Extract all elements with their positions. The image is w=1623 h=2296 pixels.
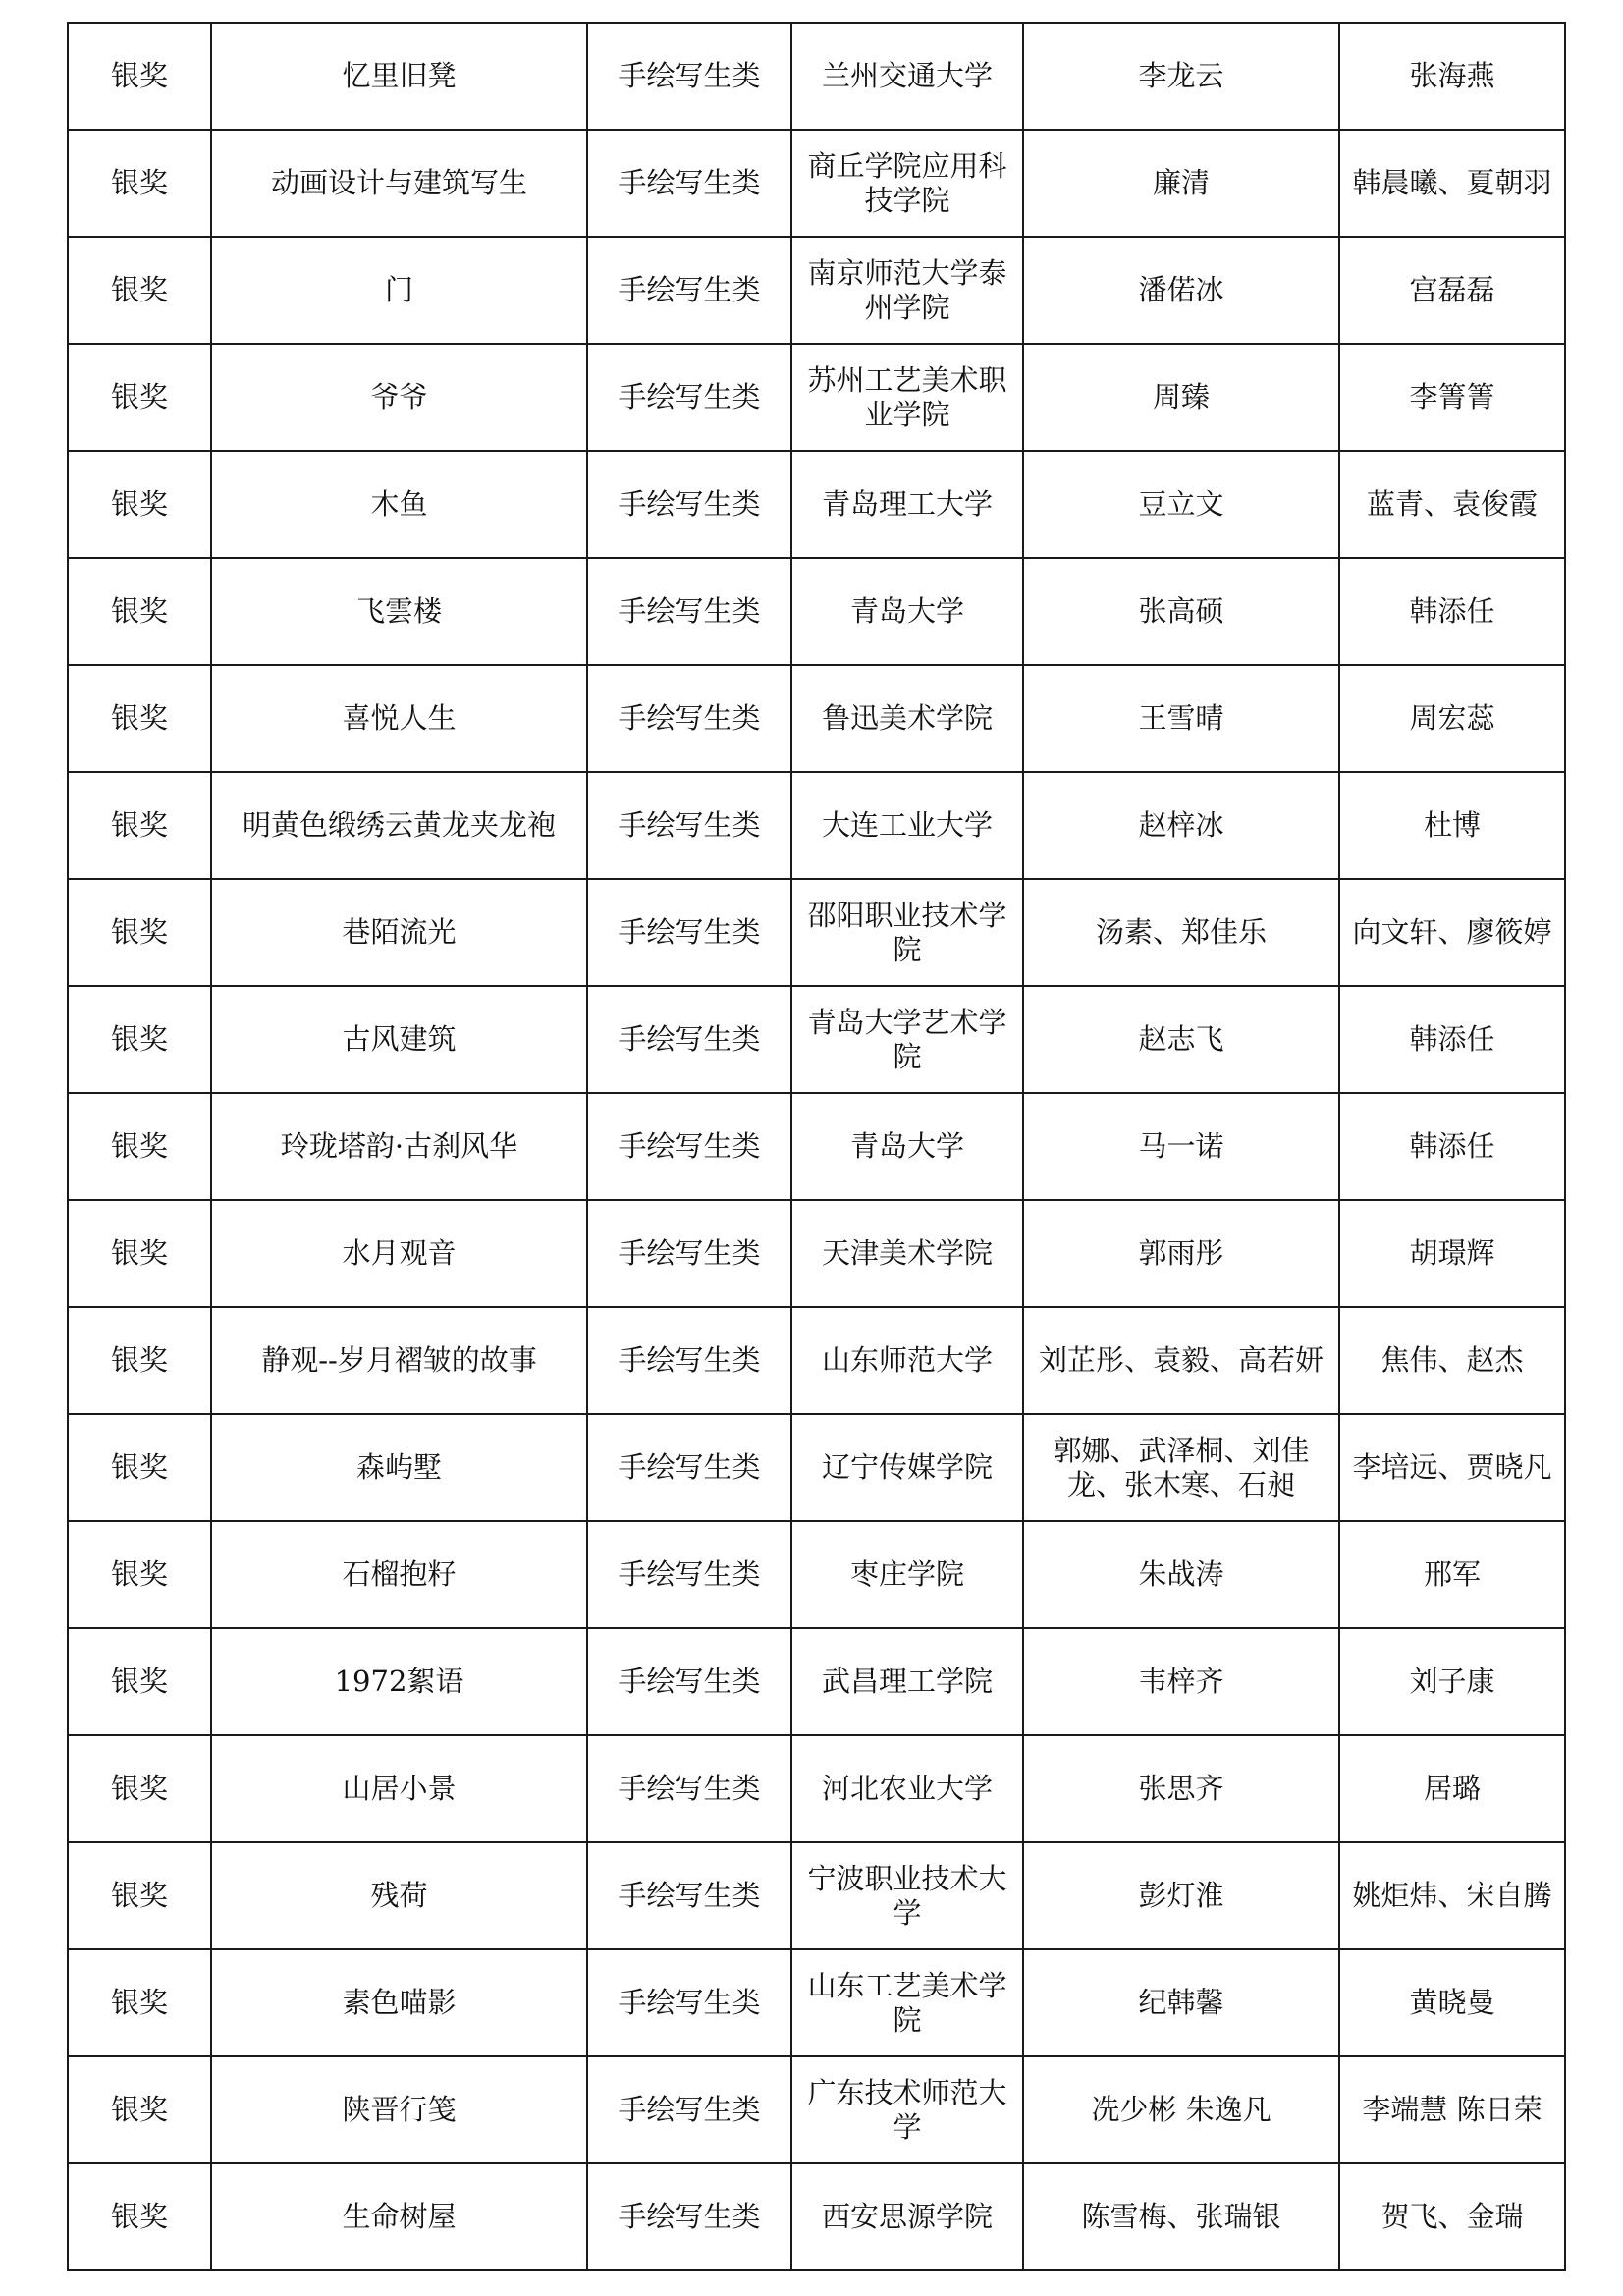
work-title-cell: 飞雲楼 [211,558,587,665]
award-level-cell: 银奖 [68,1949,211,2056]
award-level-cell: 银奖 [68,1414,211,1521]
award-level-cell: 银奖 [68,130,211,237]
award-level-cell: 银奖 [68,1842,211,1949]
school-cell: 南京师范大学泰州学院 [791,237,1023,344]
award-level-cell: 银奖 [68,451,211,558]
table-row [68,558,1565,665]
work-title-cell: 石榴抱籽 [211,1521,587,1628]
category-cell: 手绘写生类 [587,772,791,879]
award-level-cell: 银奖 [68,986,211,1093]
award-level-cell: 银奖 [68,23,211,130]
school-cell: 大连工业大学 [791,772,1023,879]
category-cell: 手绘写生类 [587,130,791,237]
school-cell: 河北农业大学 [791,1735,1023,1842]
award-level-cell: 银奖 [68,1093,211,1200]
work-title-cell: 明黄色缎绣云黄龙夹龙袍 [211,772,587,879]
award-level-cell: 银奖 [68,665,211,772]
table-row [68,1414,1565,1521]
work-title-cell: 1972絮语 [211,1628,587,1735]
award-level-cell: 银奖 [68,1735,211,1842]
author-cell: 周臻 [1023,344,1339,451]
advisor-cell: 韩添任 [1339,1093,1565,1200]
award-level-cell: 银奖 [68,2163,211,2270]
category-cell: 手绘写生类 [587,2056,791,2163]
advisor-cell: 韩晨曦、夏朝羽 [1339,130,1565,237]
school-cell: 武昌理工学院 [791,1628,1023,1735]
school-cell: 青岛理工大学 [791,451,1023,558]
table-row [68,23,1565,130]
award-level-cell: 银奖 [68,772,211,879]
author-cell: 韦梓齐 [1023,1628,1339,1735]
work-title-cell: 素色喵影 [211,1949,587,2056]
table-row [68,2056,1565,2163]
school-cell: 鲁迅美术学院 [791,665,1023,772]
table-row [68,1521,1565,1628]
work-title-cell: 玲珑塔韵·古刹风华 [211,1093,587,1200]
work-title-cell: 生命树屋 [211,2163,587,2270]
category-cell: 手绘写生类 [587,1628,791,1735]
work-title-cell: 陕晋行笺 [211,2056,587,2163]
advisor-cell: 邢军 [1339,1521,1565,1628]
school-cell: 青岛大学 [791,558,1023,665]
advisor-cell: 居璐 [1339,1735,1565,1842]
work-title-cell: 喜悦人生 [211,665,587,772]
advisor-cell: 韩添任 [1339,986,1565,1093]
advisor-cell: 胡璟辉 [1339,1200,1565,1307]
advisor-cell: 杜博 [1339,772,1565,879]
school-cell: 青岛大学艺术学院 [791,986,1023,1093]
table-row [68,1093,1565,1200]
table-row [68,344,1565,451]
work-title-cell: 爷爷 [211,344,587,451]
category-cell: 手绘写生类 [587,23,791,130]
work-title-cell: 古风建筑 [211,986,587,1093]
table-row [68,1842,1565,1949]
author-cell: 郭雨彤 [1023,1200,1339,1307]
advisor-cell: 宫磊磊 [1339,237,1565,344]
author-cell: 汤素、郑佳乐 [1023,879,1339,986]
table-row [68,1628,1565,1735]
work-title-cell: 静观--岁月褶皱的故事 [211,1307,587,1414]
award-level-cell: 银奖 [68,558,211,665]
school-cell: 兰州交通大学 [791,23,1023,130]
advisor-cell: 姚炬炜、宋自腾 [1339,1842,1565,1949]
author-cell: 冼少彬 朱逸凡 [1023,2056,1339,2163]
category-cell: 手绘写生类 [587,1842,791,1949]
school-cell: 宁波职业技术大学 [791,1842,1023,1949]
work-title-cell: 残荷 [211,1842,587,1949]
work-title-cell: 木鱼 [211,451,587,558]
category-cell: 手绘写生类 [587,558,791,665]
advisor-cell: 周宏蕊 [1339,665,1565,772]
advisor-cell: 李箐箐 [1339,344,1565,451]
school-cell: 商丘学院应用科技学院 [791,130,1023,237]
award-level-cell: 银奖 [68,344,211,451]
table-row [68,879,1565,986]
category-cell: 手绘写生类 [587,451,791,558]
author-cell: 刘芷彤、袁毅、高若妍 [1023,1307,1339,1414]
table-row [68,451,1565,558]
category-cell: 手绘写生类 [587,2163,791,2270]
advisor-cell: 黄晓曼 [1339,1949,1565,2056]
school-cell: 天津美术学院 [791,1200,1023,1307]
author-cell: 马一诺 [1023,1093,1339,1200]
work-title-cell: 忆里旧凳 [211,23,587,130]
table-row [68,1307,1565,1414]
author-cell: 纪韩馨 [1023,1949,1339,2056]
table-row [68,772,1565,879]
award-level-cell: 银奖 [68,237,211,344]
table-row [68,2163,1565,2270]
table-row [68,665,1565,772]
table-row [68,1949,1565,2056]
table-row [68,237,1565,344]
author-cell: 豆立文 [1023,451,1339,558]
school-cell: 西安思源学院 [791,2163,1023,2270]
school-cell: 枣庄学院 [791,1521,1023,1628]
category-cell: 手绘写生类 [587,1414,791,1521]
work-title-cell: 门 [211,237,587,344]
advisor-cell: 焦伟、赵杰 [1339,1307,1565,1414]
work-title-cell: 巷陌流光 [211,879,587,986]
table-row [68,1735,1565,1842]
author-cell: 王雪晴 [1023,665,1339,772]
category-cell: 手绘写生类 [587,1521,791,1628]
author-cell: 赵梓冰 [1023,772,1339,879]
category-cell: 手绘写生类 [587,665,791,772]
award-table-body [68,23,1565,2270]
award-level-cell: 银奖 [68,1628,211,1735]
category-cell: 手绘写生类 [587,1735,791,1842]
category-cell: 手绘写生类 [587,344,791,451]
author-cell: 朱战涛 [1023,1521,1339,1628]
advisor-cell: 贺飞、金瑞 [1339,2163,1565,2270]
advisor-cell: 李培远、贾晓凡 [1339,1414,1565,1521]
school-cell: 广东技术师范大学 [791,2056,1023,2163]
award-level-cell: 银奖 [68,879,211,986]
author-cell: 陈雪梅、张瑞银 [1023,2163,1339,2270]
table-row [68,130,1565,237]
award-level-cell: 银奖 [68,1307,211,1414]
school-cell: 苏州工艺美术职业学院 [791,344,1023,451]
advisor-cell: 刘子康 [1339,1628,1565,1735]
advisor-cell: 向文轩、廖筱婷 [1339,879,1565,986]
author-cell: 李龙云 [1023,23,1339,130]
award-level-cell: 银奖 [68,1200,211,1307]
award-level-cell: 银奖 [68,1521,211,1628]
category-cell: 手绘写生类 [587,1200,791,1307]
category-cell: 手绘写生类 [587,1093,791,1200]
author-cell: 张高硕 [1023,558,1339,665]
school-cell: 邵阳职业技术学院 [791,879,1023,986]
category-cell: 手绘写生类 [587,986,791,1093]
award-level-cell: 银奖 [68,2056,211,2163]
category-cell: 手绘写生类 [587,237,791,344]
author-cell: 郭娜、武泽桐、刘佳龙、张木寒、石昶 [1023,1414,1339,1521]
advisor-cell: 蓝青、袁俊霞 [1339,451,1565,558]
author-cell: 彭灯淮 [1023,1842,1339,1949]
school-cell: 山东工艺美术学院 [791,1949,1023,2056]
author-cell: 潘偌冰 [1023,237,1339,344]
table-row [68,986,1565,1093]
work-title-cell: 水月观音 [211,1200,587,1307]
school-cell: 辽宁传媒学院 [791,1414,1023,1521]
category-cell: 手绘写生类 [587,879,791,986]
category-cell: 手绘写生类 [587,1307,791,1414]
category-cell: 手绘写生类 [587,1949,791,2056]
work-title-cell: 森屿墅 [211,1414,587,1521]
author-cell: 张思齐 [1023,1735,1339,1842]
advisor-cell: 李端慧 陈日荣 [1339,2056,1565,2163]
advisor-cell: 韩添任 [1339,558,1565,665]
author-cell: 廉清 [1023,130,1339,237]
table-row [68,1200,1565,1307]
school-cell: 山东师范大学 [791,1307,1023,1414]
work-title-cell: 山居小景 [211,1735,587,1842]
award-table [67,22,1566,2271]
school-cell: 青岛大学 [791,1093,1023,1200]
advisor-cell: 张海燕 [1339,23,1565,130]
author-cell: 赵志飞 [1023,986,1339,1093]
work-title-cell: 动画设计与建筑写生 [211,130,587,237]
